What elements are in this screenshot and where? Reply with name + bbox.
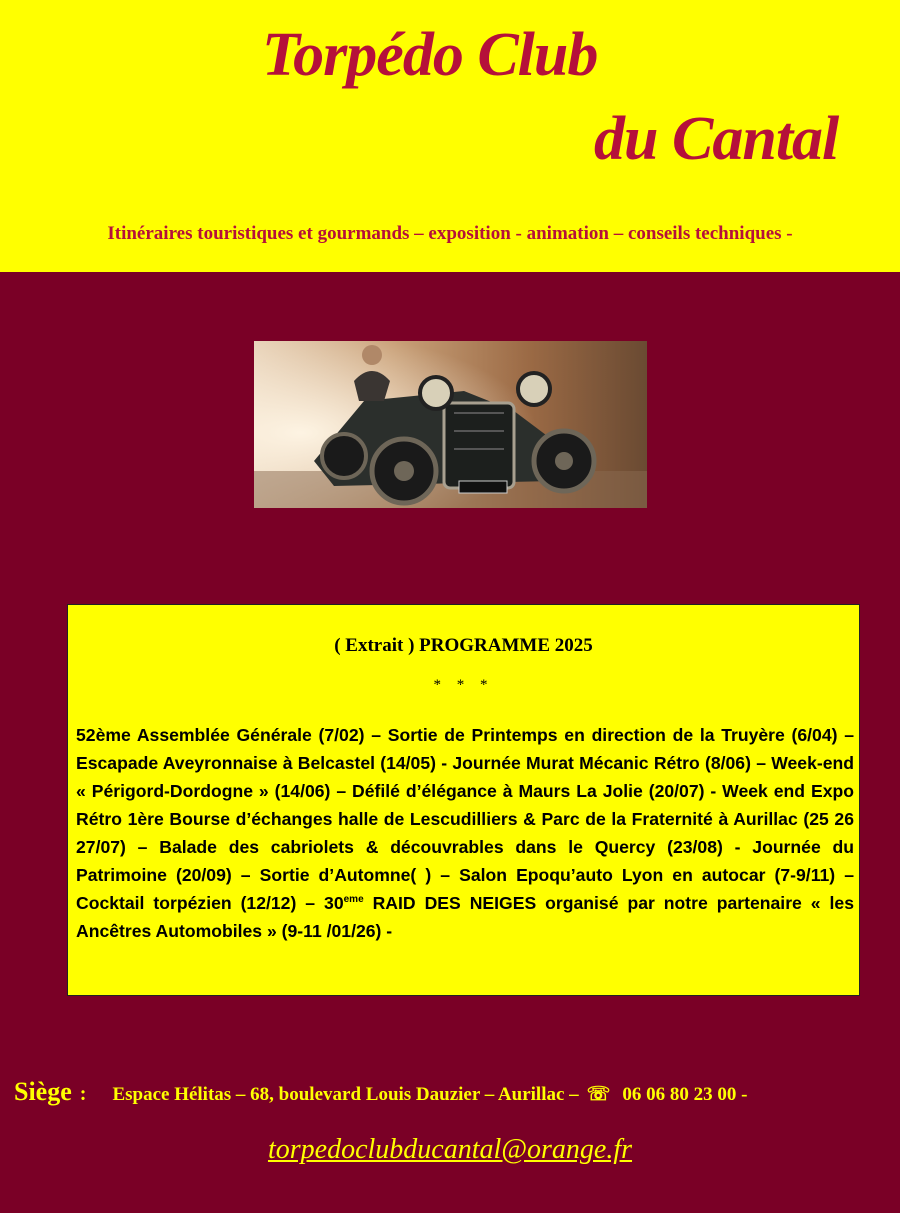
- club-title-line2: du Cantal: [594, 105, 839, 173]
- phone-number[interactable]: 06 06 80 23 00 -: [622, 1084, 748, 1105]
- program-text-part2: RAID DES NEIGES organisé par notre partenaire « les Ancêtres Automobiles » (9-11 /01/26) -: [76, 893, 854, 941]
- header-banner: [0, 0, 900, 272]
- program-text: [76, 721, 854, 945]
- program-box: [67, 604, 860, 996]
- siege-colon: :: [79, 1083, 87, 1105]
- siege-address: Espace Hélitas – 68, boulevard Louis Dauzier – Aurillac –: [112, 1084, 579, 1105]
- club-tagline: Itinéraires touristiques et gourmands – exposition - animation – conseils techniques -: [107, 223, 793, 244]
- vintage-car-icon: [254, 341, 647, 508]
- vintage-car-photo: [254, 341, 647, 508]
- email-link[interactable]: torpedoclubducantal@orange.fr: [267, 1134, 633, 1165]
- program-text-part1: 52ème Assemblée Générale (7/02) – Sortie de Printemps en direction de la Truyère (6/04) – Escapade Aveyronnaise à Belcastel (14/05) - Journée Murat Mécanic Rétro (8/06) – Week-end « Périgord-Dordogne » (14/06) – Défilé d’élégance à Maurs La Jolie (20/07) - Week end Expo Rétro 1ère Bourse d’échanges halle de Lescudilliers & Parc de la Fraternité à Aurillac (25 26 27/07) – Balade des cabriolets & découvrables dans le Quercy (23/08) - Journée du Patrimoine (20/09) – Sortie d’Automne( ) – Salon Epoqu’auto Lyon en autocar (7-9/11) – Cocktail torpézien (12/12) – 30: [76, 725, 854, 913]
- telephone-icon: ☏: [586, 1084, 611, 1105]
- program-superscript: eme: [343, 894, 364, 906]
- siege-label: Siège: [14, 1077, 72, 1106]
- footer-address: [14, 1077, 894, 1107]
- program-separator: * * *: [433, 677, 494, 693]
- club-title-line1: Torpédo Club: [262, 21, 598, 89]
- program-title: ( Extrait ) PROGRAMME 2025: [334, 635, 593, 656]
